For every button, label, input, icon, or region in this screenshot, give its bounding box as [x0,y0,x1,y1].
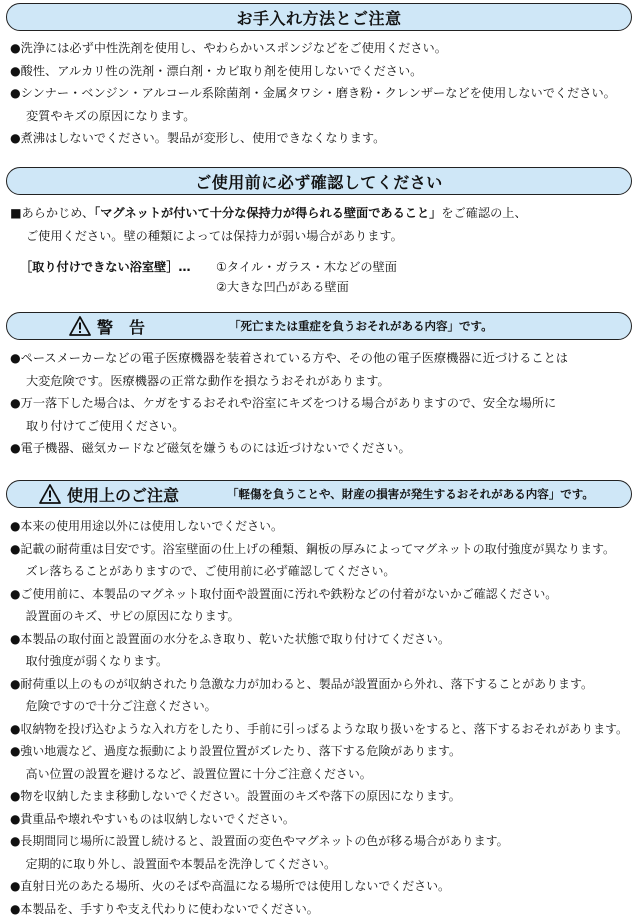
caution-note: 「軽傷を負うことや、財産の損害が発生するおそれがある内容」です。 [227,486,594,502]
bath-item-2: ②大きな凹凸がある壁面 [216,276,349,299]
list-item: ●記載の耐荷重は目安です。浴室壁面の仕上げの種類、鋼板の厚みによってマグネットの取付強度が異なります。 [10,538,628,561]
list-item-continuation: ズレ落ちることがありますので、ご使用前に必ず確認してください。 [10,560,628,583]
warning-list [10,347,568,460]
warning-title: 警 告 [97,315,145,338]
list-item: ●収納物を投げ込むような入れ方をしたり、手前に引っぱるような取り扱いをすると、落下するおそれがあります。 [10,718,628,741]
list-item: ●酸性、アルカリ性の洗剤・漂白剤・カビ取り剤を使用しないでください。 [10,60,616,83]
confirm-line1-post: をご確認の上、 [441,206,526,220]
warning-triangle-icon [69,316,91,336]
caution-triangle-icon [39,484,61,504]
caution-header [6,480,632,508]
bath-item-1: ①タイル・ガラス・木などの壁面 [216,256,397,279]
confirm-block [10,202,527,247]
list-item-continuation: 高い位置の設置を避けるなど、設置位置に十分ご注意ください。 [10,763,628,786]
list-item: ●本製品を、手すりや支え代わりに使わないでください。 [10,898,628,920]
warning-header [6,312,632,340]
list-item: ●シンナー・ベンジン・アルコール系除菌剤・金属タワシ・磨き粉・クレンザーなどを使用しないでください。 [10,82,616,105]
list-item: ●ペースメーカーなどの電子医療機器を装着されている方や、その他の電子医療機器に近づけることは [10,347,568,370]
list-item-continuation: 危険ですので十分ご注意ください。 [10,695,628,718]
list-item-continuation: 定期的に取り外し、設置面や本製品を洗浄してください。 [10,853,628,876]
care-header [6,3,632,31]
list-item-continuation: 取付強度が弱くなります。 [10,650,628,673]
list-item-continuation: 大変危険です。医療機器の正常な動作を損なうおそれがあります。 [10,370,568,393]
confirm-title: ご使用前に必ず確認してください [195,170,443,193]
list-item: ●洗浄には必ず中性洗剤を使用し、やわらかいスポンジなどをご使用ください。 [10,37,616,60]
caution-title: 使用上のご注意 [67,483,179,506]
list-item: ●本製品の取付面と設置面の水分をふき取り、乾いた状態で取り付けてください。 [10,628,628,651]
confirm-line1-bold: 「マグネットが付いて十分な保持力が得られる壁面であること」 [94,206,441,220]
confirm-header [6,167,632,195]
list-item: ●電子機器、磁気カードなど磁気を嫌うものには近づけないでください。 [10,437,568,460]
list-item: ●ご使用前に、本製品のマグネット取付面や設置面に汚れや鉄粉などの付着がないかご確認ください。 [10,583,628,606]
list-item-continuation: 取り付けてご使用ください。 [10,415,568,438]
list-item: ●物を収納したまま移動しないでください。設置面のキズや落下の原因になります。 [10,785,628,808]
list-item: ●万一落下した場合は、ケガをするおそれや浴室にキズをつける場合がありますので、安全な場所に [10,392,568,415]
confirm-line1-pre: ■あらかじめ、 [10,206,94,220]
list-item: ●本来の使用用途以外には使用しないでください。 [10,515,628,538]
list-item: ●直射日光のあたる場所、火のそばや高温になる場所では使用しないでください。 [10,875,628,898]
bath-label: ［取り付けできない浴室壁］… [20,256,191,279]
list-item: ●耐荷重以上のものが収納されたり急激な力が加わると、製品が設置面から外れ、落下することがあります。 [10,673,628,696]
confirm-line-1 [10,202,527,225]
caution-list [10,515,640,920]
warning-note: 「死亡または重症を負うおそれがある内容」です。 [229,318,493,334]
care-list [10,37,616,150]
confirm-line-2: ご使用ください。壁の種類によっては保持力が弱い場合があります。 [10,225,527,248]
list-item: ●貴重品や壊れやすいものは収納しないでください。 [10,808,628,831]
list-item: ●強い地震など、過度な振動により設置位置がズレたり、落下する危険があります。 [10,740,628,763]
list-item: ●煮沸はしないでください。製品が変形し、使用できなくなります。 [10,127,616,150]
list-item-continuation: 変質やキズの原因になります。 [10,105,616,128]
list-item-continuation: 設置面のキズ、サビの原因になります。 [10,605,628,628]
list-item: ●長期間同じ場所に設置し続けると、設置面の変色やマグネットの色が移る場合があります。 [10,830,628,853]
caution-title-group [39,483,227,506]
warning-title-group [69,315,229,338]
care-title: お手入れ方法とご注意 [236,6,401,29]
